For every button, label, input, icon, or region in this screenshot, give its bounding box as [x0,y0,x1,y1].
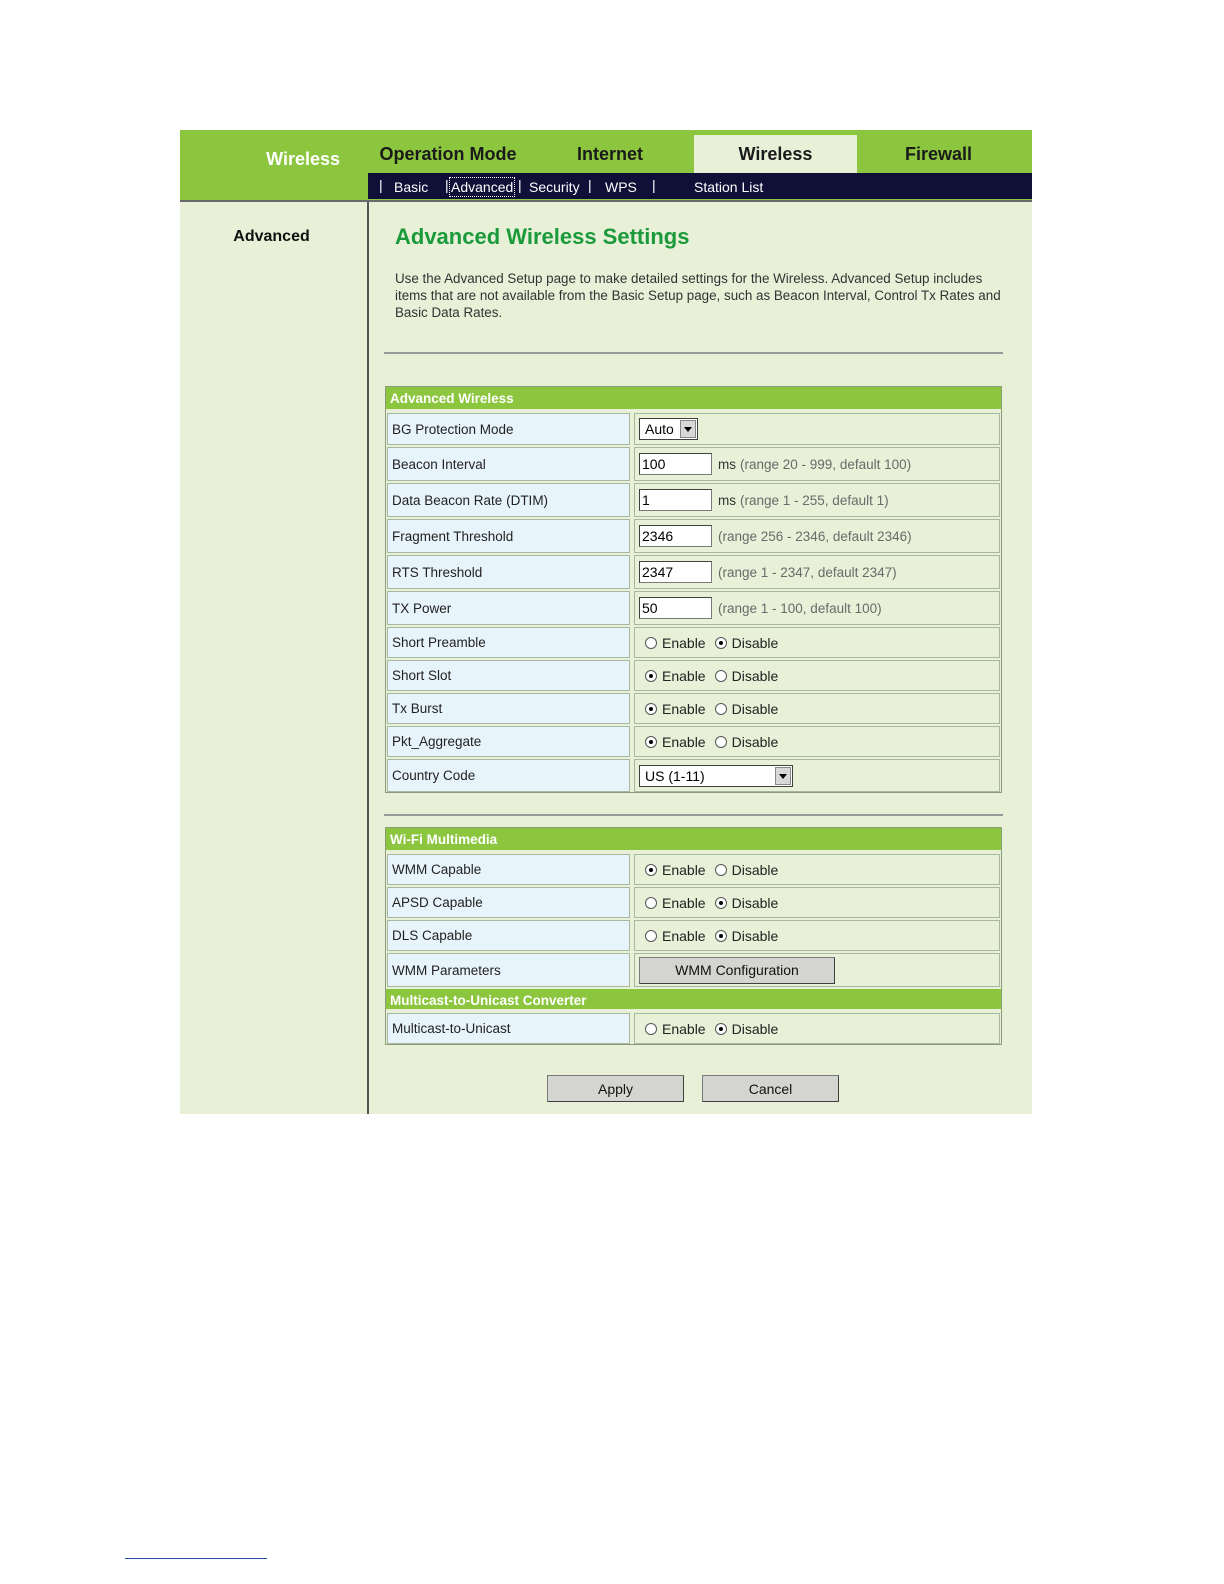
radio-label: Enable [662,667,706,684]
subnav-separator: | [379,177,383,193]
radio-button[interactable] [715,864,727,876]
radio-button[interactable] [715,1023,727,1035]
tab-wireless[interactable]: Wireless [694,135,857,173]
main-content [369,202,1032,1114]
radio-label: Disable [731,700,779,717]
table-row [386,411,1001,445]
rts-threshold-input[interactable] [639,561,712,583]
radio-button[interactable] [715,736,727,748]
m2u-enable-radio[interactable] [645,1021,706,1037]
dls-enable-radio[interactable] [645,928,706,944]
wmm-configuration-button[interactable]: WMM Configuration [639,957,835,984]
pkt-aggregate-enable-radio[interactable] [645,734,706,750]
table-row [386,658,1001,691]
page-description: Use the Advanced Setup page to make detailed settings for the Wireless. Advanced Setup includes items that are not available from the Basic Setup page, such as Beacon Interval, Control Tx Rates and Basic Data Rates. [395,271,1001,320]
row-label: Beacon Interval [387,447,630,481]
wmm-disable-radio[interactable] [715,862,779,878]
row-label: RTS Threshold [387,555,630,589]
radio-label: Disable [731,733,779,750]
radio-label: Enable [662,700,706,717]
router-page [180,130,1032,1114]
row-control [634,726,1000,757]
subnav-basic[interactable]: Basic [394,179,429,195]
row-control [634,693,1000,724]
apsd-enable-radio[interactable] [645,895,706,911]
page-title: Advanced Wireless Settings [395,224,690,249]
row-control [634,591,1000,625]
row-label: Fragment Threshold [387,519,630,553]
radio-button[interactable] [715,897,727,909]
apply-button[interactable]: Apply [547,1075,684,1102]
row-label: APSD Capable [387,887,630,918]
subnav-advanced[interactable]: Advanced [451,179,514,195]
fragment-threshold-input[interactable] [639,525,712,547]
range-hint: (range 1 - 2347, default 2347) [718,564,897,580]
select-value: Auto [645,421,674,437]
subnav-separator: | [652,177,656,193]
subnav-separator: | [445,177,449,193]
radio-label: Enable [662,634,706,651]
row-control [634,1013,1000,1044]
pkt-aggregate-disable-radio[interactable] [715,734,779,750]
table-row [386,481,1001,517]
radio-label: Disable [731,634,779,651]
sidebar-item-advanced[interactable]: Advanced [233,228,310,245]
radio-label: Enable [662,733,706,750]
radio-label: Disable [731,861,779,878]
row-label: Short Slot [387,660,630,691]
footnote-rule [125,1558,267,1559]
dtim-input[interactable] [639,489,712,511]
tab-operation-mode[interactable]: Operation Mode [379,144,517,164]
radio-button[interactable] [715,670,727,682]
table-row [386,951,1001,987]
subnav-station-list[interactable]: Station List [694,179,764,195]
row-label: Tx Burst [387,693,630,724]
row-control [634,759,1000,792]
radio-button[interactable] [645,930,657,942]
bg-protection-select[interactable] [639,418,698,440]
table-row [386,724,1001,757]
top-header [180,130,1032,200]
table-row [386,885,1001,918]
unit-label: ms [718,492,736,508]
table-row [386,691,1001,724]
brand-title: Wireless [266,149,340,169]
radio-button[interactable] [645,670,657,682]
row-control [634,854,1000,885]
m2u-disable-radio[interactable] [715,1021,779,1037]
row-control [634,887,1000,918]
section-divider [384,352,1003,354]
tx-power-input[interactable] [639,597,712,619]
radio-label: Enable [662,1020,706,1037]
sub-navigation [368,173,1032,199]
radio-button[interactable] [645,864,657,876]
subnav-separator: | [588,177,592,193]
row-label: Short Preamble [387,627,630,658]
country-code-select[interactable] [639,765,793,787]
table-row [386,445,1001,481]
select-value: US (1-11) [645,767,705,784]
radio-label: Enable [662,927,706,944]
table-row [386,553,1001,589]
radio-label: Disable [731,667,779,684]
row-control [634,627,1000,658]
table-row [386,625,1001,658]
subnav-separator: | [518,177,522,193]
dropdown-arrow-icon[interactable] [775,767,791,785]
table-heading: Wi-Fi Multimedia [386,828,1001,852]
row-label: Data Beacon Rate (DTIM) [387,483,630,517]
tx-burst-disable-radio[interactable] [715,701,779,717]
dropdown-arrow-icon[interactable] [680,420,696,438]
wmm-enable-radio[interactable] [645,862,706,878]
row-label: TX Power [387,591,630,625]
radio-label: Disable [731,1020,779,1037]
table-row [386,757,1001,792]
row-control [634,483,1000,517]
radio-button[interactable] [715,637,727,649]
row-label: Multicast-to-Unicast [387,1013,630,1044]
radio-label: Enable [662,894,706,911]
short-preamble-enable-radio[interactable] [645,635,706,651]
beacon-interval-input[interactable] [639,453,712,475]
row-label: DLS Capable [387,920,630,951]
subnav-security[interactable]: Security [529,179,580,195]
short-slot-disable-radio[interactable] [715,668,779,684]
row-control [634,555,1000,589]
table-row [386,589,1001,625]
row-control [634,447,1000,481]
row-control [634,519,1000,553]
radio-label: Enable [662,861,706,878]
row-label: Pkt_Aggregate [387,726,630,757]
table-row [386,517,1001,553]
range-hint: (range 1 - 255, default 1) [740,492,889,508]
radio-label: Disable [731,894,779,911]
radio-button[interactable] [715,930,727,942]
table-row [386,1011,1001,1044]
unit-label: ms [718,456,736,472]
range-hint: (range 256 - 2346, default 2346) [718,528,912,544]
section-divider [384,814,1003,816]
radio-button[interactable] [645,703,657,715]
dls-disable-radio[interactable] [715,928,779,944]
row-label: WMM Capable [387,854,630,885]
radio-button[interactable] [645,897,657,909]
subnav-wps[interactable]: WPS [605,179,637,195]
range-hint: (range 20 - 999, default 100) [740,456,912,472]
radio-button[interactable] [645,637,657,649]
radio-label: Disable [731,927,779,944]
wifi-multimedia-table [385,827,1002,1045]
row-control [634,953,1000,987]
radio-button[interactable] [645,1023,657,1035]
radio-button[interactable] [715,703,727,715]
main-tabs [368,135,1032,173]
short-slot-enable-radio[interactable] [645,668,706,684]
row-control [634,413,1000,445]
range-hint: (range 1 - 100, default 100) [718,600,882,616]
apsd-disable-radio[interactable] [715,895,779,911]
short-preamble-disable-radio[interactable] [715,635,779,651]
tab-firewall[interactable]: Firewall [904,144,973,164]
row-control [634,920,1000,951]
table-row [386,852,1001,885]
cancel-button[interactable]: Cancel [702,1075,839,1102]
row-label: BG Protection Mode [387,413,630,445]
sidebar [180,202,367,1114]
radio-button[interactable] [645,736,657,748]
table-heading: Advanced Wireless [386,387,1001,411]
row-control [634,660,1000,691]
tx-burst-enable-radio[interactable] [645,701,706,717]
tab-internet[interactable]: Internet [576,144,643,164]
table-row [386,918,1001,951]
table-heading: Multicast-to-Unicast Converter [386,987,1001,1011]
row-label: WMM Parameters [387,953,630,987]
advanced-wireless-table [385,386,1002,793]
row-label: Country Code [387,759,630,792]
